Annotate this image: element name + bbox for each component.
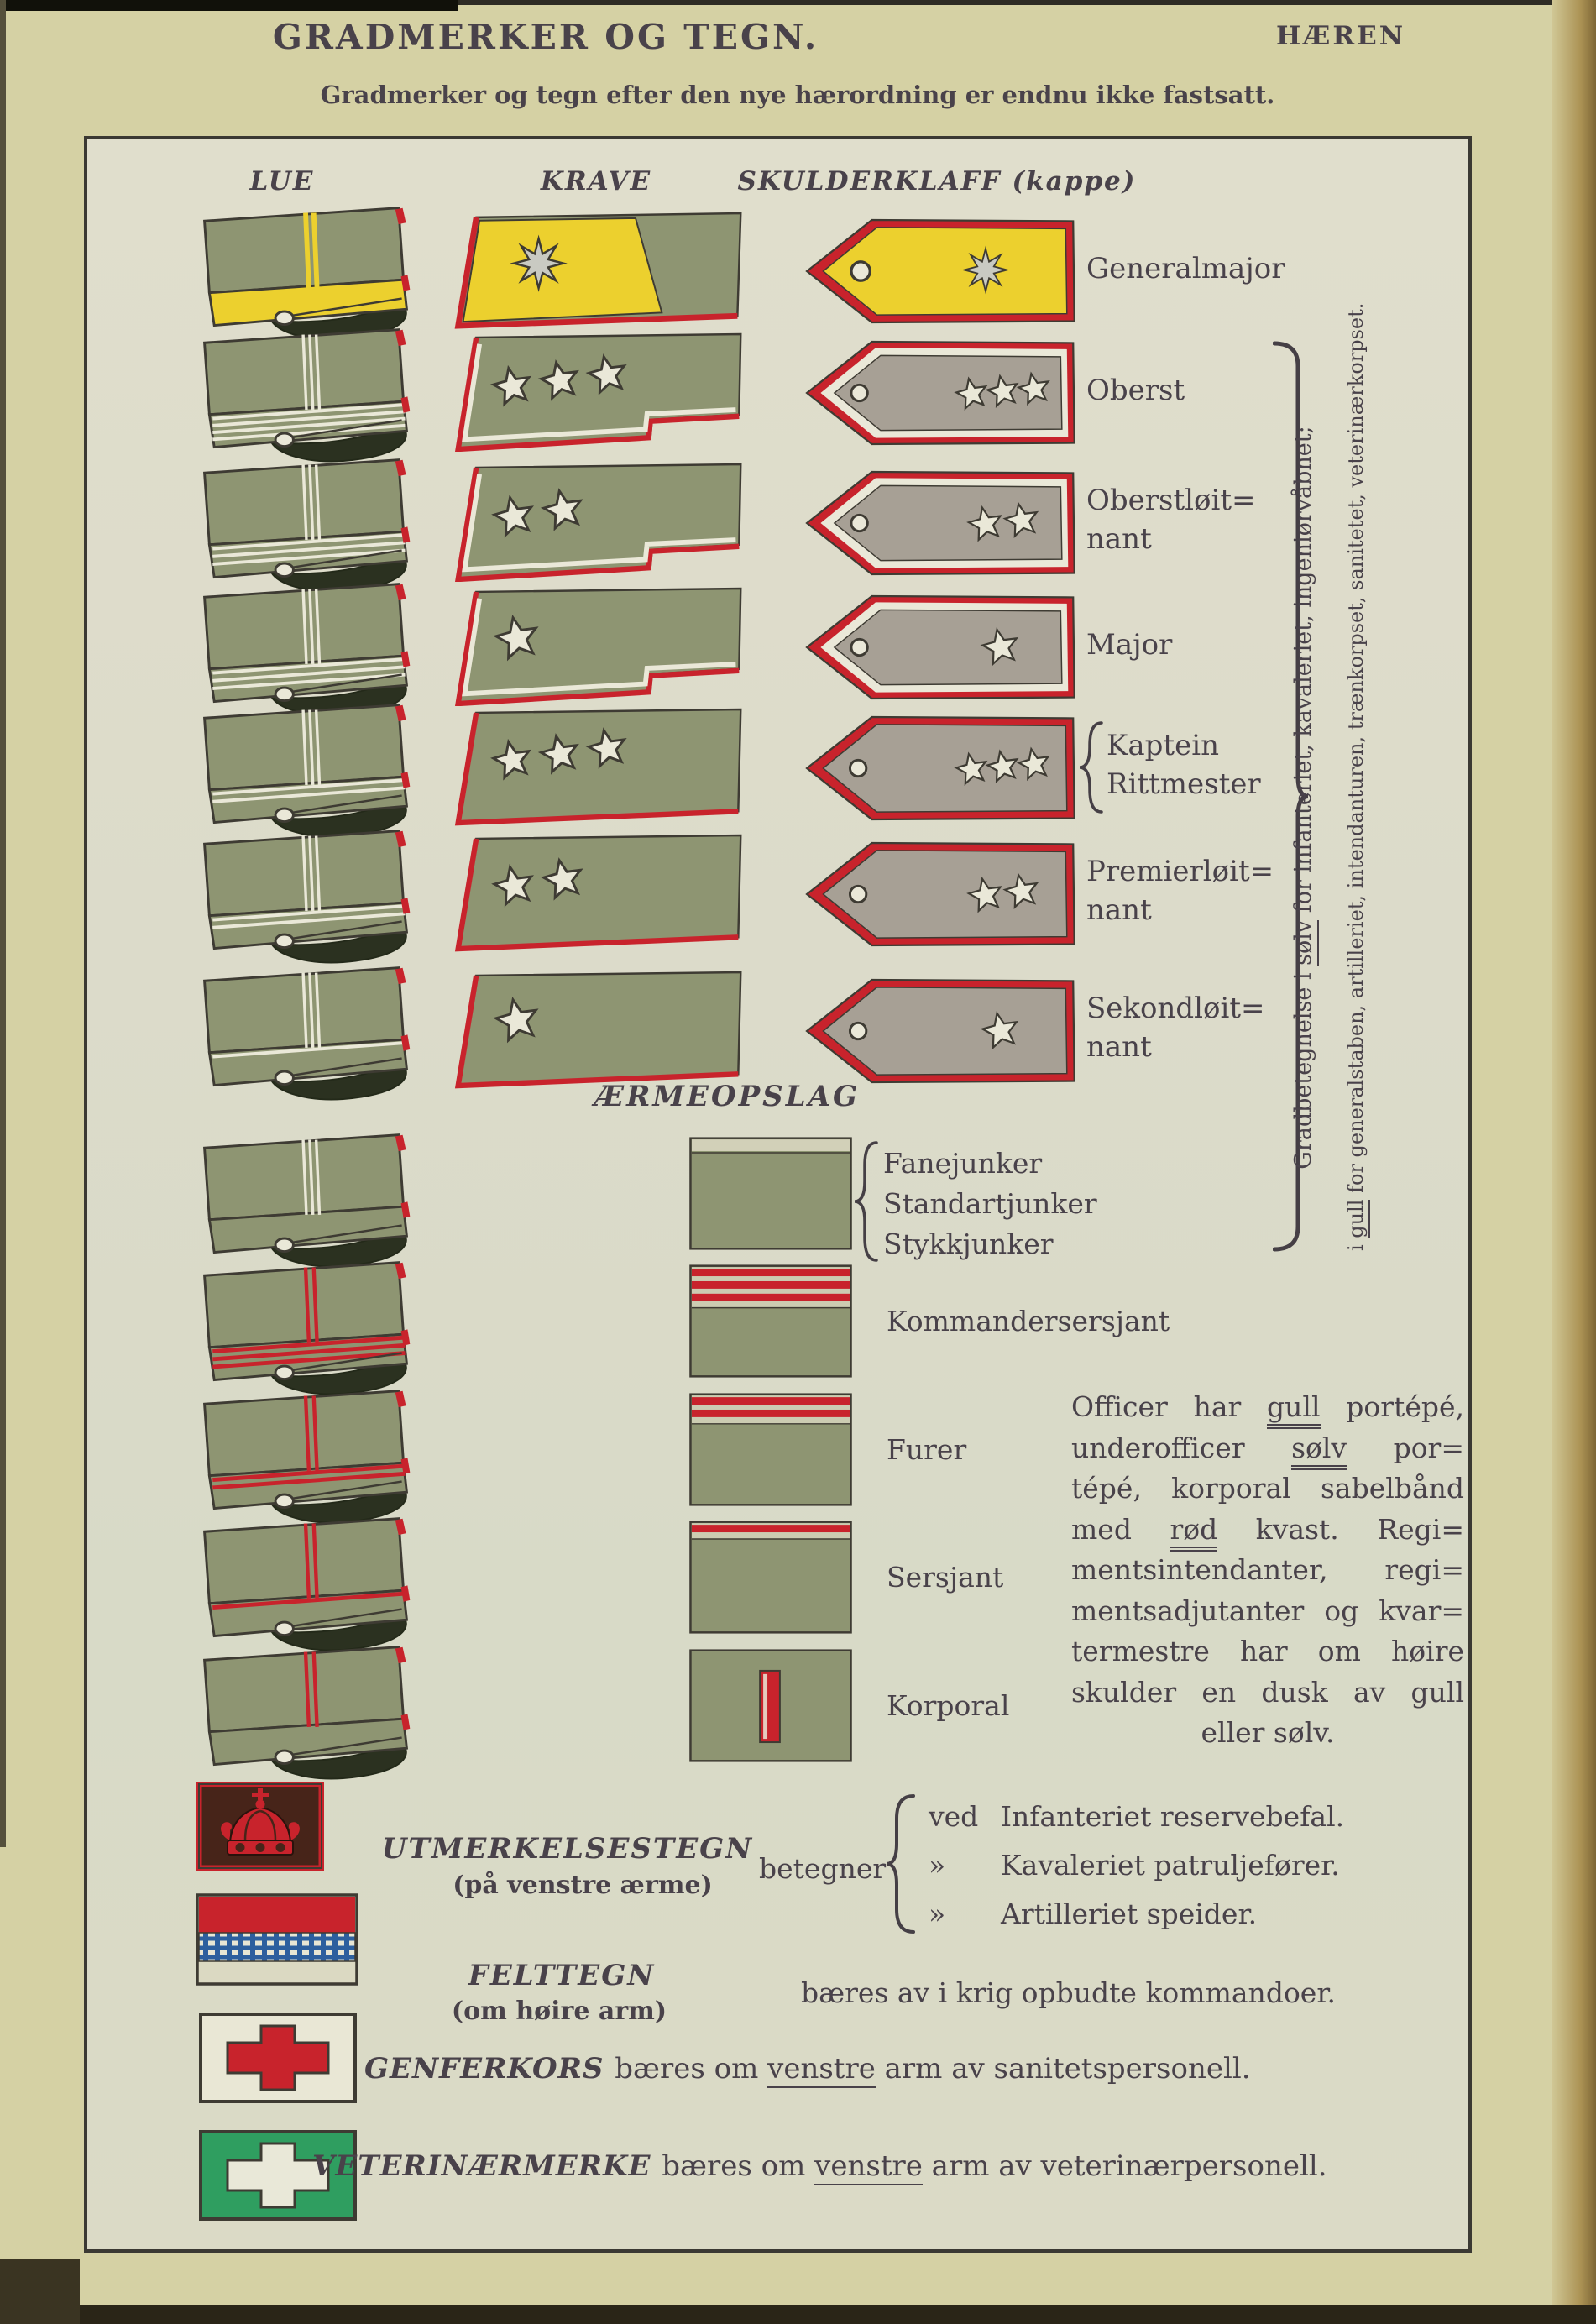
felttegn-flag-emblem: [195, 1892, 359, 1986]
cap-illustration: [191, 200, 420, 342]
cap-lue: [191, 1639, 420, 1781]
rank-label-line: Kaptein: [1107, 729, 1219, 762]
item-text: Kavaleriet patruljefører.: [1001, 1849, 1340, 1882]
genferkors-emblem-svg: [198, 2012, 358, 2104]
column-header-skulderklaff: SKULDERKLAFF (kappe): [737, 166, 1137, 196]
portepe-note: [1071, 1387, 1464, 1754]
rank-label: [883, 1144, 1097, 1264]
rank-label-line: Rittmester: [1107, 767, 1261, 801]
collar-krave: [447, 587, 751, 706]
text-segment: mentsintendanter, regi=: [1071, 1553, 1464, 1586]
cap-lue: [191, 823, 420, 965]
text-segment: kvast. Regi=: [1217, 1512, 1464, 1546]
note-line: [1071, 1550, 1464, 1591]
rank-label-line: Fanejunker: [883, 1147, 1043, 1180]
sleeve-patch: [688, 1263, 854, 1379]
scan-page-edge-right: [1552, 0, 1596, 2324]
utmerkelsestegn-item: [929, 1849, 1340, 1882]
shoulder-skulderklaff: [779, 591, 1080, 704]
rank-label: Kommandersersjant: [887, 1305, 1170, 1337]
note-line: [1071, 1713, 1464, 1754]
collar-krave: [447, 834, 751, 953]
utmerkelsestegn-heading: UTMERKELSESTEGN: [381, 1832, 754, 1866]
collar-patch: [447, 708, 751, 827]
cap-illustration: [191, 322, 420, 463]
shoulder-strap: [779, 712, 1080, 824]
shoulder-skulderklaff: [779, 838, 1080, 950]
text-segment: eller sølv.: [1201, 1716, 1335, 1749]
text-segment: gull: [1267, 1390, 1321, 1429]
cap-illustration: [191, 823, 420, 965]
sleeve-patch-holder: [688, 1263, 854, 1379]
felttegn-sub: (om høire arm): [451, 1997, 667, 2026]
cap-lue: [191, 452, 420, 594]
sleeve-patch: [688, 1647, 854, 1764]
sleeve-patch-holder: [688, 1391, 854, 1508]
crown-emblem-svg: [196, 1782, 324, 1871]
shoulder-skulderklaff: [779, 467, 1080, 579]
text-segment: termestre har om høire: [1071, 1635, 1464, 1667]
utmerkelsestegn-item: [929, 1897, 1257, 1930]
corner-label: HÆREN: [1276, 21, 1406, 51]
rank-label-line: Premierløit=: [1086, 855, 1274, 888]
cap-lue: [191, 960, 420, 1102]
felttegn-heading: FELTTEGN: [468, 1959, 656, 1992]
collar-patch: [447, 587, 751, 706]
text-segment: gull: [1344, 1200, 1370, 1238]
item-prefix: »: [929, 1897, 946, 1930]
shoulder-strap: [779, 975, 1080, 1087]
collar-patch: [447, 834, 751, 953]
page-subtitle: Gradmerker og tegn efter den nye hærordning er endnu ikke fastsatt.: [320, 81, 1275, 109]
item-prefix: »: [929, 1849, 946, 1882]
rank-label-line: Standartjunker: [883, 1187, 1097, 1220]
cap-illustration: [191, 697, 420, 839]
text-segment: Gradbetegnelse i: [1290, 965, 1316, 1170]
collar-patch: [447, 332, 751, 452]
cap-lue: [191, 200, 420, 342]
rank-label: Korporal: [887, 1689, 1010, 1722]
page-title: GRADMERKER OG TEGN.: [272, 17, 819, 57]
rank-label: [1086, 625, 1172, 664]
text-segment: arm av veterinærpersonell.: [922, 2149, 1327, 2183]
rank-label: [1086, 371, 1185, 410]
cap-lue: [191, 322, 420, 463]
rank-brace: [1078, 720, 1103, 814]
rank-label-line: Oberstløit=: [1086, 484, 1256, 517]
text-segment: bæres om: [615, 2052, 768, 2086]
scan-edge-top-left: [0, 0, 458, 11]
rank-label: Sersjant: [887, 1561, 1004, 1594]
shoulder-skulderklaff: [779, 712, 1080, 824]
cap-lue: [191, 697, 420, 839]
text-segment: underofficer: [1071, 1431, 1292, 1464]
flag-emblem-svg: [195, 1892, 359, 1986]
rank-label: Furer: [887, 1433, 967, 1466]
text-segment: por=: [1347, 1431, 1464, 1464]
item-text: Infanteriet reservebefal.: [1001, 1800, 1345, 1833]
cap-illustration: [191, 1127, 420, 1269]
text-segment: venstre: [767, 2052, 876, 2088]
text-segment: GENFERKORS: [364, 2052, 615, 2086]
text-segment: tépé, korporal sabelbånd: [1071, 1472, 1464, 1505]
collar-krave: [447, 332, 751, 452]
genferkors-text: [364, 2052, 1251, 2086]
cap-lue: [191, 1254, 420, 1396]
column-header-lue: LUE: [249, 166, 315, 196]
rank-label-line: nant: [1086, 1030, 1152, 1064]
text-segment: arm av sanitetspersonell.: [875, 2052, 1251, 2086]
brace-glyph: [1078, 720, 1103, 814]
note-line: [1071, 1672, 1464, 1714]
sleeve-patch: [688, 1391, 854, 1508]
collar-krave: [447, 463, 751, 582]
sleeve-patch-holder: [688, 1519, 854, 1636]
crown-emblem: [196, 1782, 324, 1871]
collar-patch: [447, 463, 751, 582]
text-segment: sølv: [1290, 920, 1319, 966]
text-segment: sølv: [1291, 1432, 1347, 1470]
shoulder-strap: [779, 337, 1080, 449]
utmerkelsestegn-connector: betegner: [759, 1852, 887, 1885]
shoulder-strap: [779, 838, 1080, 950]
text-segment: for infanteriet, kavaleriet, ingeniørvåbnet;: [1290, 426, 1316, 920]
rank-label-line: Oberst: [1086, 374, 1185, 407]
note-line: [1071, 1468, 1464, 1510]
text-segment: for generalstaben, artilleriet, intendanturen, trænkorpset, sanitetet, veterinærkorpset.: [1344, 302, 1368, 1200]
column-header-krave: KRAVE: [540, 166, 652, 196]
text-segment: i: [1344, 1238, 1368, 1251]
rank-label-line: nant: [1086, 893, 1152, 927]
note-line: [1071, 1631, 1464, 1672]
shoulder-strap: [779, 467, 1080, 579]
rank-label-line: Stykkjunker: [883, 1227, 1054, 1260]
genferkors-emblem: [198, 2012, 358, 2104]
grade-note-line1: [1290, 344, 1322, 1251]
brace-glyph: [885, 1793, 915, 1934]
sleeve-patch: [688, 1135, 854, 1252]
rank-label: [1107, 726, 1261, 803]
item-prefix: ved: [929, 1800, 979, 1833]
rank-label: [1086, 481, 1256, 558]
brace-glyph: [853, 1140, 878, 1263]
note-line: [1071, 1428, 1464, 1469]
cap-lue: [191, 1510, 420, 1652]
scan-edge-bottom-left: [0, 2259, 80, 2324]
sleeve-patch: [688, 1519, 854, 1636]
utmerkelsestegn-sub: (på venstre ærme): [453, 1871, 713, 1900]
text-segment: bæres om: [662, 2149, 815, 2183]
rank-label-line: nant: [1086, 522, 1152, 556]
collar-patch: [447, 211, 751, 330]
text-segment: venstre: [814, 2149, 923, 2185]
shoulder-skulderklaff: [779, 975, 1080, 1087]
rank-label-line: Major: [1086, 628, 1173, 662]
note-line: [1071, 1591, 1464, 1632]
aermeopslag-heading: ÆRMEOPSLAG: [594, 1080, 861, 1113]
cap-lue: [191, 1383, 420, 1525]
rank-label-line: Generalmajor: [1086, 252, 1285, 285]
chart-frame: [84, 136, 1472, 2253]
cap-illustration: [191, 1510, 420, 1652]
item-text: Artilleriet speider.: [1001, 1897, 1258, 1930]
utmerkelsestegn-brace: [885, 1793, 915, 1934]
sleeve-patch-holder: [688, 1647, 854, 1764]
rank-label-line: Sekondløit=: [1086, 992, 1265, 1025]
sleeve-patch-holder: [688, 1135, 854, 1252]
collar-krave: [447, 708, 751, 827]
shoulder-skulderklaff: [779, 215, 1080, 327]
text-segment: mentsadjutanter og kvar=: [1071, 1594, 1464, 1627]
cap-illustration: [191, 1639, 420, 1781]
note-line: [1071, 1387, 1464, 1428]
scan-edge-left: [0, 0, 6, 1847]
collar-krave: [447, 211, 751, 330]
collar-krave: [447, 971, 751, 1090]
rank-label: [1086, 989, 1265, 1066]
cap-illustration: [191, 960, 420, 1102]
text-segment: skulder en dusk av gull: [1071, 1675, 1464, 1709]
text-segment: rød: [1170, 1513, 1217, 1552]
shoulder-skulderklaff: [779, 337, 1080, 449]
text-segment: portépé,: [1320, 1390, 1464, 1423]
rank-label: [1086, 852, 1274, 929]
utmerkelsestegn-item: [929, 1800, 1344, 1833]
text-segment: Officer har: [1071, 1390, 1268, 1423]
felttegn-text: bæres av i krig opbudte kommandoer.: [801, 1976, 1336, 2009]
scan-edge-bottom: [0, 2305, 1596, 2324]
veterinaermerke-text: [312, 2149, 1327, 2183]
collar-patch: [447, 971, 751, 1090]
cap-illustration: [191, 452, 420, 594]
text-segment: med: [1071, 1512, 1170, 1546]
note-line: [1071, 1510, 1464, 1551]
cap-illustration: [191, 1383, 420, 1525]
rank-brace: [853, 1140, 878, 1263]
grade-note-line2: [1344, 302, 1376, 1251]
shoulder-strap: [779, 591, 1080, 704]
cap-lue: [191, 1127, 420, 1269]
rank-label: [1086, 249, 1285, 288]
text-segment: VETERINÆRMERKE: [312, 2149, 662, 2183]
cap-illustration: [191, 1254, 420, 1396]
shoulder-strap: [779, 215, 1080, 327]
